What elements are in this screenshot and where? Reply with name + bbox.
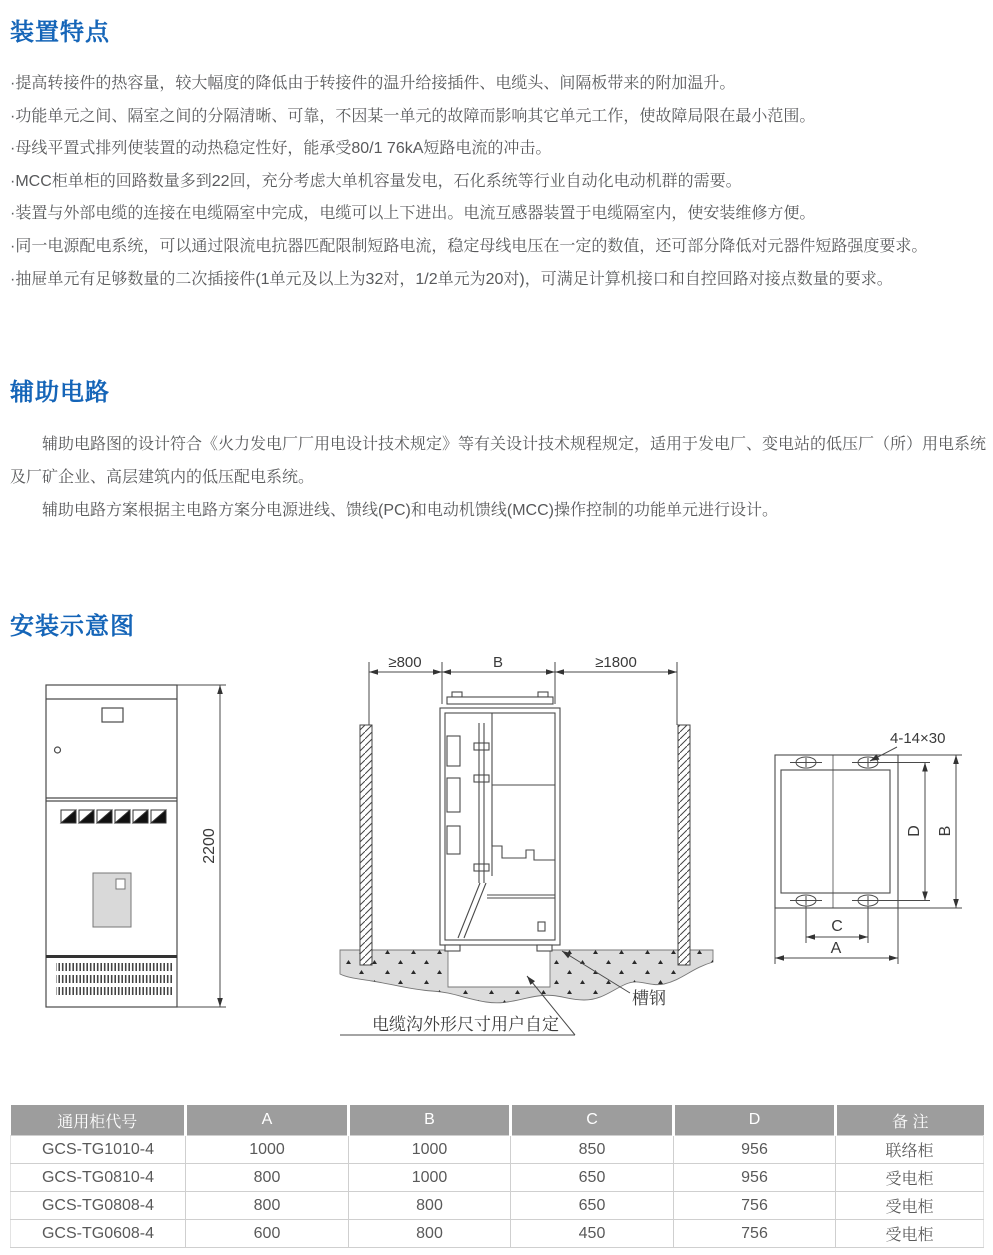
dim-c-label: C [831,918,843,935]
column-header: D [674,1105,836,1136]
table-cell: 756 [674,1220,836,1248]
section-title-features: 装置特点 [10,19,110,46]
feature-item: ·提高转接件的热容量，较大幅度的降低由于转接件的温升给接插件、电缆头、间隔板带来的附加温升。 [10,75,736,92]
auxiliary-paragraphs [10,428,990,527]
cabinet-front-view-drawing [30,675,260,1020]
table-cell: 受电柜 [836,1220,984,1248]
table-header-row [11,1105,984,1136]
installation-section-drawing [330,648,730,1048]
table-cell: 800 [186,1164,349,1192]
left-wall [360,725,372,965]
feature-item: ·同一电源配电系统，可以通过限流电抗器匹配限制短路电流，稳定母线电压在一定的数值，还可部分降低对元器件短路强度要求。 [10,237,928,255]
table-cell: GCS-TG1010-4 [11,1136,186,1164]
table-cell: 600 [186,1220,349,1248]
channel-steel-label: 槽钢 [632,989,666,1008]
table-cell: 联络柜 [836,1136,984,1164]
auxiliary-paragraph: 辅助电路图的设计符合《火力发电厂厂用电设计技术规定》等有关设计技术规程规定，适用于发电厂、变电站的低压厂（所）用电系统及厂矿企业、高层建筑内的低压配电系统。 [10,436,987,486]
table-row [11,1136,984,1164]
table-cell: 800 [186,1192,349,1220]
feature-item: ·装置与外部电缆的连接在电缆隔室中完成，电缆可以上下进出。电流互感器装置于电缆隔室内，使安装维修方便。 [10,205,816,223]
cable-trench-label: 电缆沟外形尺寸用户自定 [372,1015,559,1034]
table-cell: 受电柜 [836,1164,984,1192]
dim-b-label: B [937,825,954,837]
dim-left-label: ≥800 [388,654,422,671]
table-cell: 1000 [349,1164,511,1192]
table-cell: 650 [511,1164,674,1192]
dim-width-label: B [492,654,504,671]
section-title-installation: 安装示意图 [10,613,135,640]
table-cell: 956 [674,1136,836,1164]
table-cell: 756 [674,1192,836,1220]
feature-item: ·功能单元之间、隔室之间的分隔清晰、可靠，不因某一单元的故障而影响其它单元工作，使故障局限在最小范围。 [10,107,816,125]
auxiliary-paragraph: 辅助电路方案根据主电路方案分电源进线、馈线(PC)和电动机馈线(MCC)操作控制的功能单元进行设计。 [42,502,778,519]
table-cell: GCS-TG0810-4 [11,1164,186,1192]
column-header: A [186,1105,349,1136]
table-cell: GCS-TG0808-4 [11,1192,186,1220]
section-title-auxiliary: 辅助电路 [10,379,110,406]
feature-item: ·母线平置式排列使装置的动热稳定性好，能承受80/1 76kA短路电流的冲击。 [10,140,552,158]
table-cell: 650 [511,1192,674,1220]
dim-a-label: A [830,940,842,957]
table-row [11,1220,984,1248]
column-header: B [349,1105,511,1136]
table-cell: 956 [674,1164,836,1192]
table-row [11,1192,984,1220]
table-cell: 800 [349,1220,511,1248]
height-dimension-label: 2200 [201,828,218,864]
table-cell: 850 [511,1136,674,1164]
table-cell: GCS-TG0608-4 [11,1220,186,1248]
column-header: C [511,1105,674,1136]
drawer-window [116,879,125,889]
spec-table-section [10,1105,983,1248]
dim-d-label: D [906,825,923,837]
table-row [11,1164,984,1192]
base-outline [775,755,898,908]
column-header: 备 注 [836,1105,984,1136]
cabinet-section [440,692,560,951]
table-cell: 450 [511,1220,674,1248]
table-cell: 1000 [349,1136,511,1164]
right-wall [678,725,690,965]
table-cell: 受电柜 [836,1192,984,1220]
dim-right-label: ≥1800 [595,654,637,671]
cabinet-outline [46,685,177,1007]
table-cell: 800 [349,1192,511,1220]
vent-grille [56,963,172,995]
feature-item: ·MCC柜单柜的回路数量多到22回，充分考虑大单机容量发电，石化系统等行业自动化电动机群的需要。 [10,172,742,190]
holes-label: 4-14×30 [890,730,946,747]
base-plan-view-drawing [745,715,993,977]
spec-table [10,1105,984,1248]
feature-item: ·抽屉单元有足够数量的二次插接件(1单元及以上为32对，1/2单元为20对)，可满足计算机接口和自控回路对接点数量的要求。 [10,270,893,288]
column-header: 通用柜代号 [11,1105,186,1136]
table-cell: 1000 [186,1136,349,1164]
features-list [10,68,985,296]
